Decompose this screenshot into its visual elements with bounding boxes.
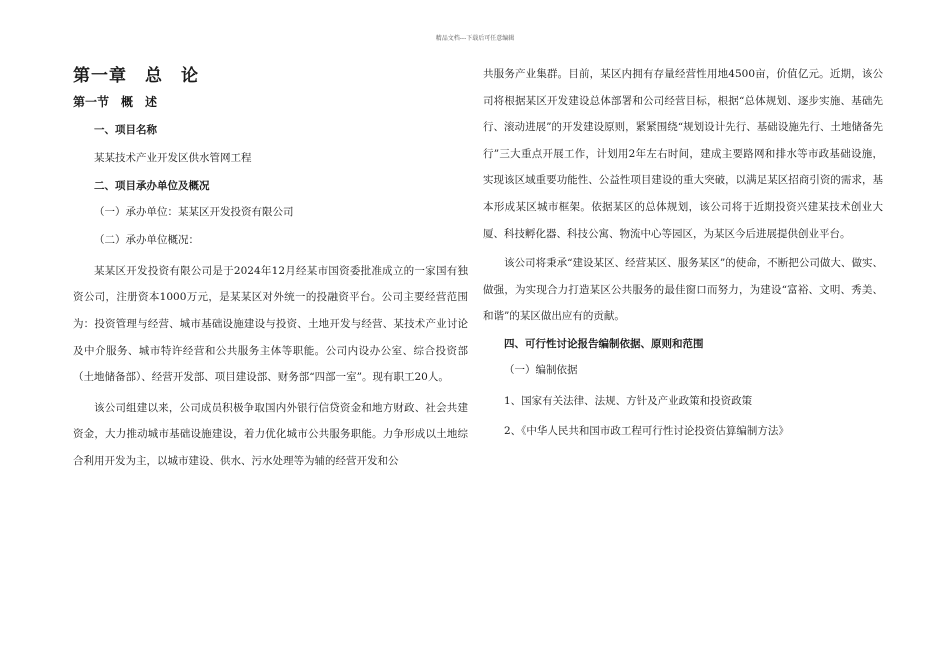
undertaker-overview-paragraph: 某某区开发投资有限公司是于2024年12月经某市国资委批准成立的一家国有独资公司，注册资本1000万元，是某某区对外统一的投融资平台。公司主要经营范围为：投资管理与经营、城市基础设施建设与投资、土地开发与经营、某技术产业讨论及中介服务、城市特许经营和公共服务主体等职能。公司内设办公室、综合投资部（土地储备部）、经营开发部、项目建设部、财务部“四部一室”。现有职工20人。 — [73, 264, 468, 384]
basis-item-1: 1、国家有关法律、法规、方针及产业政策和投资政策 — [504, 394, 753, 407]
heading-project-name: 一、项目名称 — [94, 124, 157, 136]
undertaker-overview-label: （二）承办单位概况： — [94, 234, 199, 247]
basis-label: （一）编制依据 — [504, 363, 578, 376]
left-body — [73, 115, 468, 475]
heading-undertaker: 二、项目承办单位及概况 — [94, 179, 210, 192]
project-name: 某某技术产业开发区供水管网工程 — [94, 152, 252, 164]
company-development-paragraph: 该公司组建以来，公司成员积极争取国内外银行信贷资金和地方财政、社会共建资金，大力推动城市基础设施建设，着力优化城市公共服务职能。力争形成以土地综合利用开发为主，以城市建设、供水、污水处理等为辅的经营开发和公 — [73, 401, 468, 467]
company-mission-paragraph: 该公司将秉承“建设某区、经营某区、服务某区”的使命，不断把公司做大、做实、做强，为实现合力打造某区公共服务的最佳窗口而努力，为建设“富裕、文明、秀美、和谐”的某区做出应有的贡献。 — [483, 257, 883, 323]
section-title: 第一节 概 述 — [73, 95, 158, 109]
heading-feasibility: 四、可行性讨论报告编制依据、原则和范围 — [504, 337, 704, 350]
undertaker-unit: （一）承办单位：某某区开发投资有限公司 — [94, 205, 294, 218]
chapter-title: 第一章 总 论 — [73, 66, 199, 86]
company-plan-paragraph: 共服务产业集群。目前，某区内拥有存量经营性用地4500亩，价值亿元。近期，该公司将根据某区开发建设总体部署和公司经营目标，根据“总体规划、逐步实施、基础先行、滚动进展”的开发建设原则，紧紧围绕“规划设计先行、基础设施先行、土地储备先行”三大重点开展工作，计划用2年左右时间，建成主要路网和排水等市政基础设施，实现该区域重要功能性、公益性项目建设的重大突破，以满足某区招商引资的需求，基本形成某区城市框架。依据某区的总体规划，该公司将于近期投资兴建某技术创业大厦、科技孵化器、科技公寓、物流中心等园区，为某区今后进展提供创业平台。 — [483, 68, 883, 240]
right-body — [483, 61, 883, 445]
page-header: 精品文档---下载后可任意编辑 — [435, 35, 515, 42]
basis-item-2: 2、《中华人民共和国市政工程可行性讨论投资估算编制方法》 — [504, 425, 789, 438]
